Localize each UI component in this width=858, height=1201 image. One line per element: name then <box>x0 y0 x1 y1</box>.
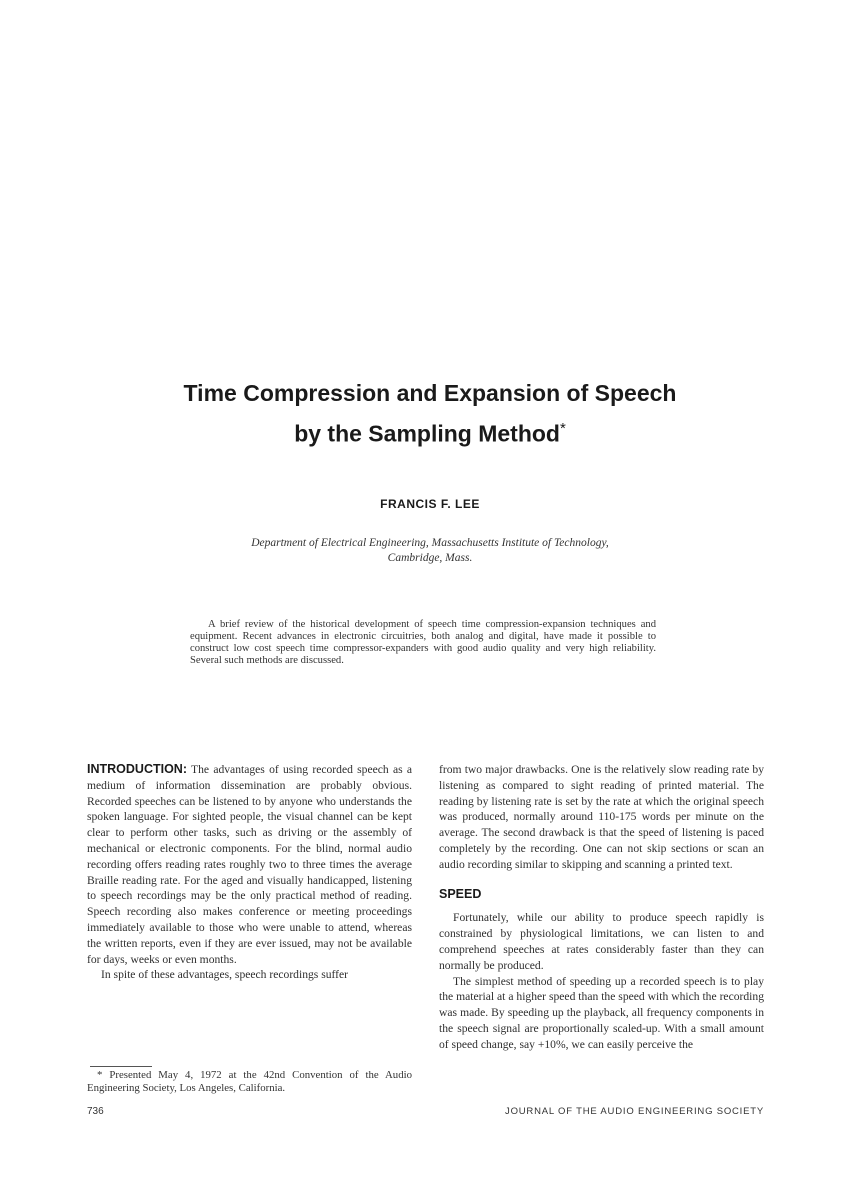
title-line-1: Time Compression and Expansion of Speech <box>183 380 677 406</box>
speed-paragraph-1: Fortunately, while our ability to produce speech rapidly is constrained by physiological limitations, we can listen to and comprehend speeches at rates considerably faster than they can normally be produced. <box>439 911 764 972</box>
footnote: * Presented May 4, 1972 at the 42nd Convention of the Audio Engineering Society, Los Angeles, California. <box>87 1069 412 1094</box>
author-name: FRANCIS F. LEE <box>380 497 480 511</box>
right-paragraph-1: from two major drawbacks. One is the relatively slow reading rate by listening as compared to sight reading of printed material. The reading by listening rate is set by the rate at which the original speech was produced, normally around 110-175 words per minute on the average. The second drawback is that the speed of listening is paced completely by the recording. One can not skip sections or scan an audio recording similar to skipping and scanning a printed text. <box>439 763 764 871</box>
section-heading-speed: SPEED <box>439 886 482 901</box>
title-footnote-mark: * <box>559 420 566 437</box>
intro-paragraph-2: In spite of these advantages, speech recordings suffer <box>101 968 349 982</box>
speed-paragraph-2: The simplest method of speeding up a recorded speech is to play the material at a higher speed than the speed with which the recording was made. By speeding up the playback, all frequency components in the speech signal are proportionally scaled-up. With a small amount of speed change, say +10%, we can easily perceive the <box>439 974 764 1051</box>
title-line-2-text: by the Sampling Method <box>294 420 560 447</box>
title-line-2 <box>100 411 760 452</box>
footnote-rule <box>90 1066 152 1067</box>
intro-text-1: The advantages of using recorded speech as a medium of information dissemination are probably obvious. Recorded speeches can be listened to by anyone who understands the spoken language. For sighted people, the visual channel can be kept clear to perform other tasks, such as driving or the assembly of mechanical or electronic components. For the blind, normal audio recording offers reading rates roughly two to three times the average Braille reading rate. For the aged and visually handicapped, listening to speech recordings may be the only practical method of reading. Speech recording also makes conference or meeting proceedings immediately available to those who were unable to attend, whereas the written reports, even if they are ever issued, may not be available for days, weeks or even months. <box>87 763 412 966</box>
abstract: A brief review of the historical development of speech time compression-expansion techniques and equipment. Recent advances in electronic circuitries, both analog and digital, have made it possible to construct low cost speech time compressor-expanders with good audio quality and very high reliability. Several such methods are discussed. <box>190 619 656 666</box>
affiliation-line-2: Cambridge, Mass. <box>387 552 473 564</box>
intro-heading: INTRODUCTION: <box>87 762 187 776</box>
paper-title <box>100 376 760 452</box>
affiliation <box>150 536 710 566</box>
intro-paragraph-1 <box>87 762 412 967</box>
left-column <box>87 762 412 983</box>
journal-name: JOURNAL OF THE AUDIO ENGINEERING SOCIETY <box>505 1106 764 1117</box>
affiliation-line-1: Department of Electrical Engineering, Massachusetts Institute of Technology, <box>251 537 609 549</box>
page-number: 736 <box>87 1106 104 1117</box>
right-column <box>439 762 764 1053</box>
